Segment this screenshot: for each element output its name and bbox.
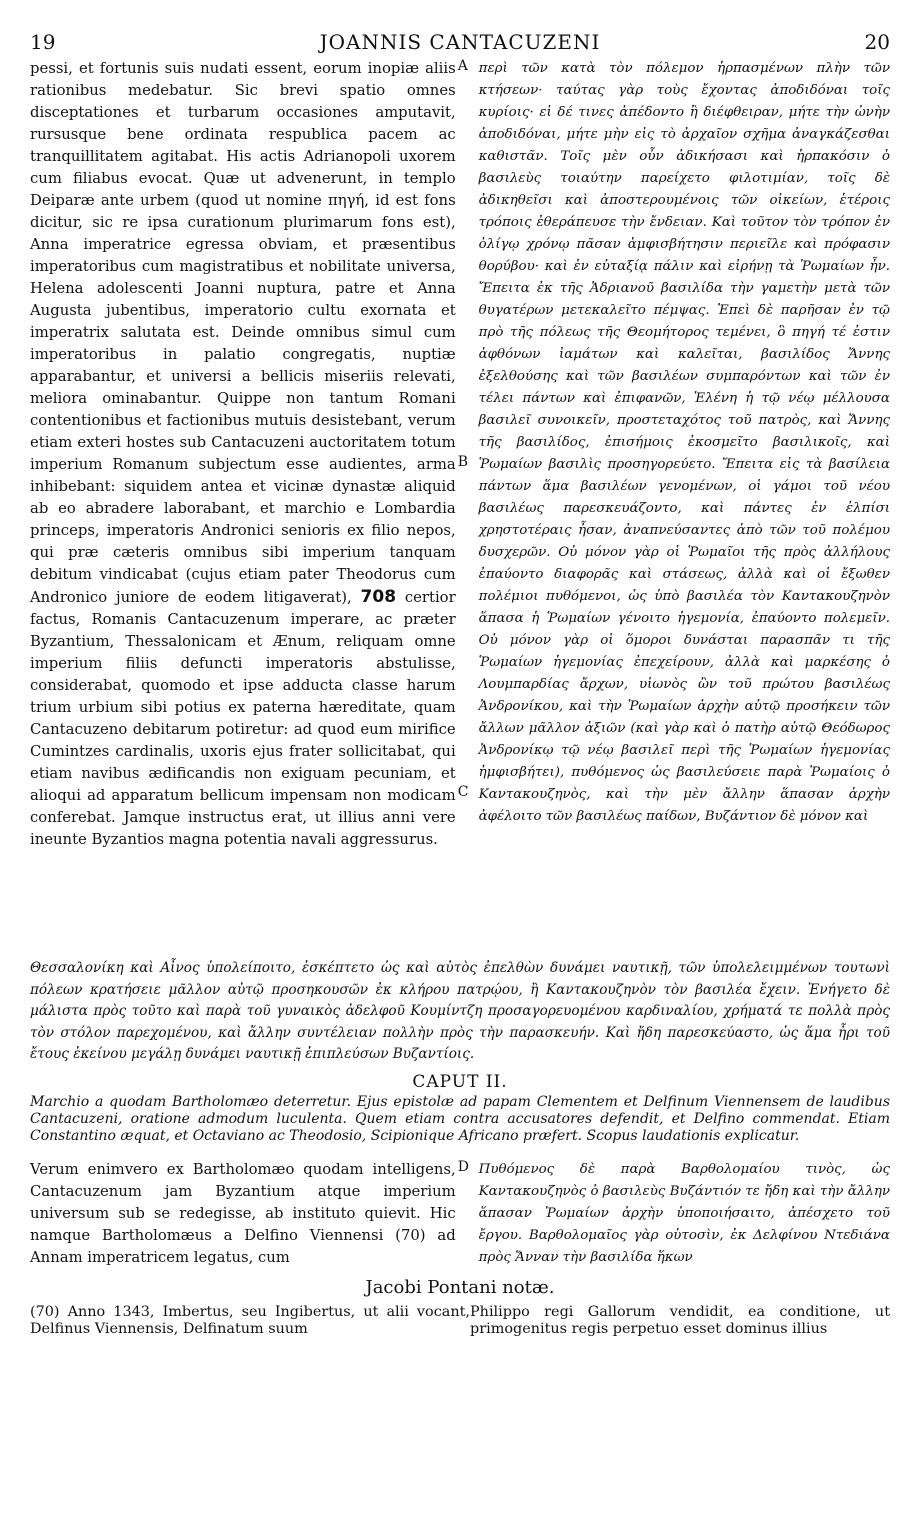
greek-text-2: Πυθόμενος δὲ παρὰ Βαρθολομαίου τινὸς, ὡς Καντακουζηνὸς ὁ βασιλεὺς Βυζάντιόν τε ἤδη καὶ τὴν ἄλλην ἅπασαν Ῥωμαίων ἀρχὴν ὑποποιήσαιτο, ἀπέσχετο τοῦ ἔργου. Βαρθολομαῖος γὰρ οὑτοσὶν, ἐκ Δελφίνου Ντεδιάνα πρὸς Ἄνναν τὴν βασιλίδα ἥκων	[478, 1161, 890, 1265]
margin-markers-2	[456, 1159, 479, 1269]
marker-b: B	[457, 454, 468, 470]
marker-d: D	[457, 1158, 469, 1175]
running-header	[30, 30, 890, 58]
notes-heading: Jacobi Pontani notæ.	[365, 1276, 555, 1298]
greek-text-1: περὶ τῶν κατὰ τὸν πόλεμον ἡρπασμένων πλὴν τῶν κτήσεων· ταύτας γὰρ τοὺς ἔχοντας ἀποδιδόναι τοῖς κυρίοις· εἰ δέ τινες ἀπέδοντο ἢ διέφθειραν, μήτε τὴν ὠνὴν ἀποδιδόναι, μήτε μὴν εἰς τὸ ἀρχαῖον σχῆμα ἀναγκάζεσθαι καθιστᾶν. Τοῖς μὲν οὖν ἀδικήσασι καὶ ἡρπακόσιν ὁ βασιλεὺς τοιαύτην παρείχετο φιλοτιμίαν, τοῖς δὲ ἀδικηθεῖσι καὶ ἀποστερουμένοις τῶν οἰκείων, ἑτέροις τρόποις ἐθεράπευσε τὴν ἔνδειαν. Καὶ τοῦτον τὸν τρόπον ἐν ὀλίγῳ χρόνῳ πᾶσαν ἀμφισβήτησιν περιεῖλε καὶ πρόφασιν θορύβου· καὶ ἐν εὐταξίᾳ πάλιν καὶ εἰρήνῃ τὰ Ῥωμαίων ἦν. Ἔπειτα ἐκ τῆς Ἀδριανοῦ βασιλίδα τὴν γαμετὴν μετὰ τῶν θυγατέρων μετεκαλεῖτο πέμψας. Ἐπεὶ δὲ παρῆσαν ἐν τῷ πρὸ τῆς πόλεως τῆς Θεομήτορος τεμένει, ὃ πηγή τέ ἐστιν ἀφθόνων ἰαμάτων καὶ καλεῖται, βασιλίδος Ἄννης ἐξελθούσης καὶ τῶν βασιλέων συμπαρόντων καὶ τῶν ἐν τέλει πάντων καὶ ἐπιφανῶν, Ἑλένη ἡ τῷ νέῳ μέλλουσα βασιλεῖ συνοικεῖν, προστεταχότος τοῦ πατρὸς, καὶ Ἄννης τῆς βασιλίδος, ἐπισήμοις ἐκοσμεῖτο βασιλικοῖς, καὶ Ῥωμαίων βασιλὶς προσηγορεύετο. Ἔπειτα εἰς τὰ βασίλεια πάντων ἅμα βασιλέων γενομένων, οἱ γάμοι τοῦ νέου βασιλέως παρεσκευάζοντο, καὶ πάντες ἐν ἐλπίσι χρηστοτέραις ἦσαν, ἀναπνεύσαντες ἀπὸ τῶν τοῦ πολέμου δυσχερῶν. Οὐ μόνον γὰρ οἱ Ῥωμαῖοι τῆς πρὸς ἀλλήλους ἐπαύοντο διαφορᾶς καὶ στάσεως, ἀλλὰ καὶ οἱ ἔξωθεν πολέμιοι πυθόμενοι, ὡς ὑπὸ βασιλέα τὸν Καντακουζηνὸν ἅπασα ἡ Ῥωμαίων γένοιτο ἡγεμονία, ἐπαύοντο πολεμεῖν. Οὐ μόνον γὰρ οἱ ὅμοροι δυνάσται παρασπᾶν τι τῆς Ῥωμαίων ἡγεμονίας ἐπεχείρουν, ἀλλὰ καὶ μαρκέσης ὁ Λουμπαρδίας ἄρχων, υἱωνὸς ὢν τοῦ πρώτου βασιλέως Ἀνδρονίκου, καὶ τὴν Ῥωμαίων ἀρχὴν αὐτῷ προσήκειν τῶν ἄλλων μᾶλλον ἀξιῶν (καὶ γὰρ καὶ ὁ πατὴρ αὐτῷ Θεόδωρος Ἀνδρονίκῳ τῷ νέῳ βασιλεῖ περὶ τῆς Ῥωμαίων ἡγεμονίας ἠμφισβήτει), πυθόμενος ὡς βασιλεύσειε παρὰ Ῥωμαίοις ὁ Καντακουζηνὸς, καὶ τὴν μὲν ἄλλην ἅπασαν ἀρχὴν ἀφέλοιτο τῶν βασιλέως παίδων, Βυζάντιον δὲ μόνον καὶ	[478, 61, 890, 824]
margin-markers-1	[456, 58, 479, 958]
running-title: JOANNIS CANTACUZENI	[319, 30, 601, 54]
section-1-columns	[30, 58, 890, 958]
section-2-columns	[30, 1159, 890, 1269]
latin-text-1-cont: certior factus, Romanis Cantacuzenum imperare, ac præter Byzantium, Thessalonicam et Ænum, reliquam omne imperium filiis defuncti imperatoris abstulisse, considerabat, quomodo et ipse adducta classe harum trium urbium sibi potius ex paterna hæreditate, quam Cantacuzeno debitarum potiretur: ad quod eum mirifice Cumintzes cardinalis, uxoris ejus frater sollicitabat, qui etiam navibus ædificandis non exiguam pecuniam, et alioqui ad apparatum bellicum impensam non modicam conferebat. Jamque instructus erat, ut illius anni vere ineunte Byzantios magna potentia navali aggressurus.	[30, 589, 456, 848]
latin-text-2: Verum enimvero ex Bartholomæo quodam intelligens, Cantacuzenum jam Byzantium atque imperium universum sub se redegisse, ab instituto quievit. Hic namque Bartholomæus a Delfino Viennensi (70) ad Annam imperatricem legatus, cum	[30, 1160, 456, 1266]
greek-column-1	[479, 58, 890, 958]
latin-column-1	[30, 58, 456, 958]
marker-a: A	[457, 58, 468, 74]
chapter-summary: Marchio a quodam Bartholomæo deterretur. Ejus epistolæ ad papam Clementem et Delfinum Viennensem de laudibus Cantacuzeni, oratione admodum luculenta. Quem etiam contra accusatores defendit, et Delfino commendat. Etiam Constantino æquat, et Octaviano ac Theodosio, Scipionique Africano præfert. Scopus laudationis explicatur.	[30, 1093, 890, 1144]
page-number-left: 19	[30, 30, 56, 54]
page-number-right: 20	[864, 30, 890, 54]
latin-text-1: pessi, et fortunis suis nudati essent, eorum inopiæ aliis rationibus medebatur. Sic brevi spatio omnes disceptationes et turbarum occasiones amputavit, rursusque bene ordinata respublica pacem ac tranquillitatem agitabat. His actis Adrianopoli uxorem cum filiabus evocat. Quæ ut advenerunt, in templo Deiparæ ante urbem (quod ut nomine πηγή, id est fons dicitur, sic re ipsa curationum plurimarum fons est), Anna imperatrice egressa obviam, et præsentibus imperatoribus cum magistratibus et nobilitate universa, Helena adolescenti Joanni nuptura, patre et Anna Augusta jubentibus, imperatorio cultu exornata et imperatrix salutata est. Deinde omnibus simul cum imperatoribus in palatio congregatis, nuptiæ apparabantur, et universi a bellicis miseriis relevati, meliora ominabantur. Quippe non tantum Romani contentionibus et factionibus mutuis desistebant, verum etiam exteri hostes sub Cantacuzeni auctoritatem totum imperium Romanum subjectum esse audientes, arma inhibebant: siquidem antea et vicinæ dynastæ aliquid ab eo abradere laborabant, et marchio e Lombardia princeps, imperatoris Andronici senioris ex filio nepos, qui præ cæteris omnibus sibi imperium tanquam debitum vindicabat (cujus etiam pater Theodorus cum Andronico juniore de eodem litigaverat),	[30, 60, 456, 606]
marker-c: C	[457, 784, 469, 800]
note-left: (70) Anno 1343, Imbertus, seu Ingibertus, ut alii vocant, Delfinus Viennensis, Delfinatum suum	[30, 1303, 470, 1337]
chapter-heading: CAPUT II.	[412, 1071, 508, 1092]
greek-column-2	[479, 1159, 890, 1269]
latin-column-2	[30, 1159, 456, 1269]
column-number-marker: 708	[360, 587, 397, 607]
note-right: Philippo regi Gallorum vendidit, ea conditione, ut primogenitus regis perpetuo esset dominus illius	[470, 1303, 890, 1337]
notes-columns	[30, 1304, 890, 1338]
greek-full-width-text: Θεσσαλονίκη καὶ Αἶνος ὑπολείποιτο, ἐσκέπτετο ὡς καὶ αὐτὸς ἐπελθὼν δυνάμει ναυτικῇ, τῶν ὑπολελειμμένων τουτωνὶ πόλεων κρατήσειε μᾶλλον αὐτῷ προσηκουσῶν ἐκ κλήρου πατρῴου, ἢ Καντακουζηνὸν τὸν βασιλέα ἔχειν. Ἐνήγετο δὲ μάλιστα πρὸς τοῦτο καὶ παρὰ τοῦ γυναικὸς ἀδελφοῦ Κουμίντζη προσαγορευομένου καρδιναλίου, χρήματά τε πολλὰ πρὸς τὸν στόλον παρεχομένου, καὶ ἄλλην συντέλειαν πολλὴν πρὸς τὴν παρασκευήν. Καὶ ἤδη παρεσκεύαστο, ὡς ἅμα ἦρι τοῦ ἔτους ἐκείνου μεγάλῃ δυνάμει ναυτικῇ ἐπιπλεύσων Βυζαντίοις.	[30, 960, 890, 1062]
